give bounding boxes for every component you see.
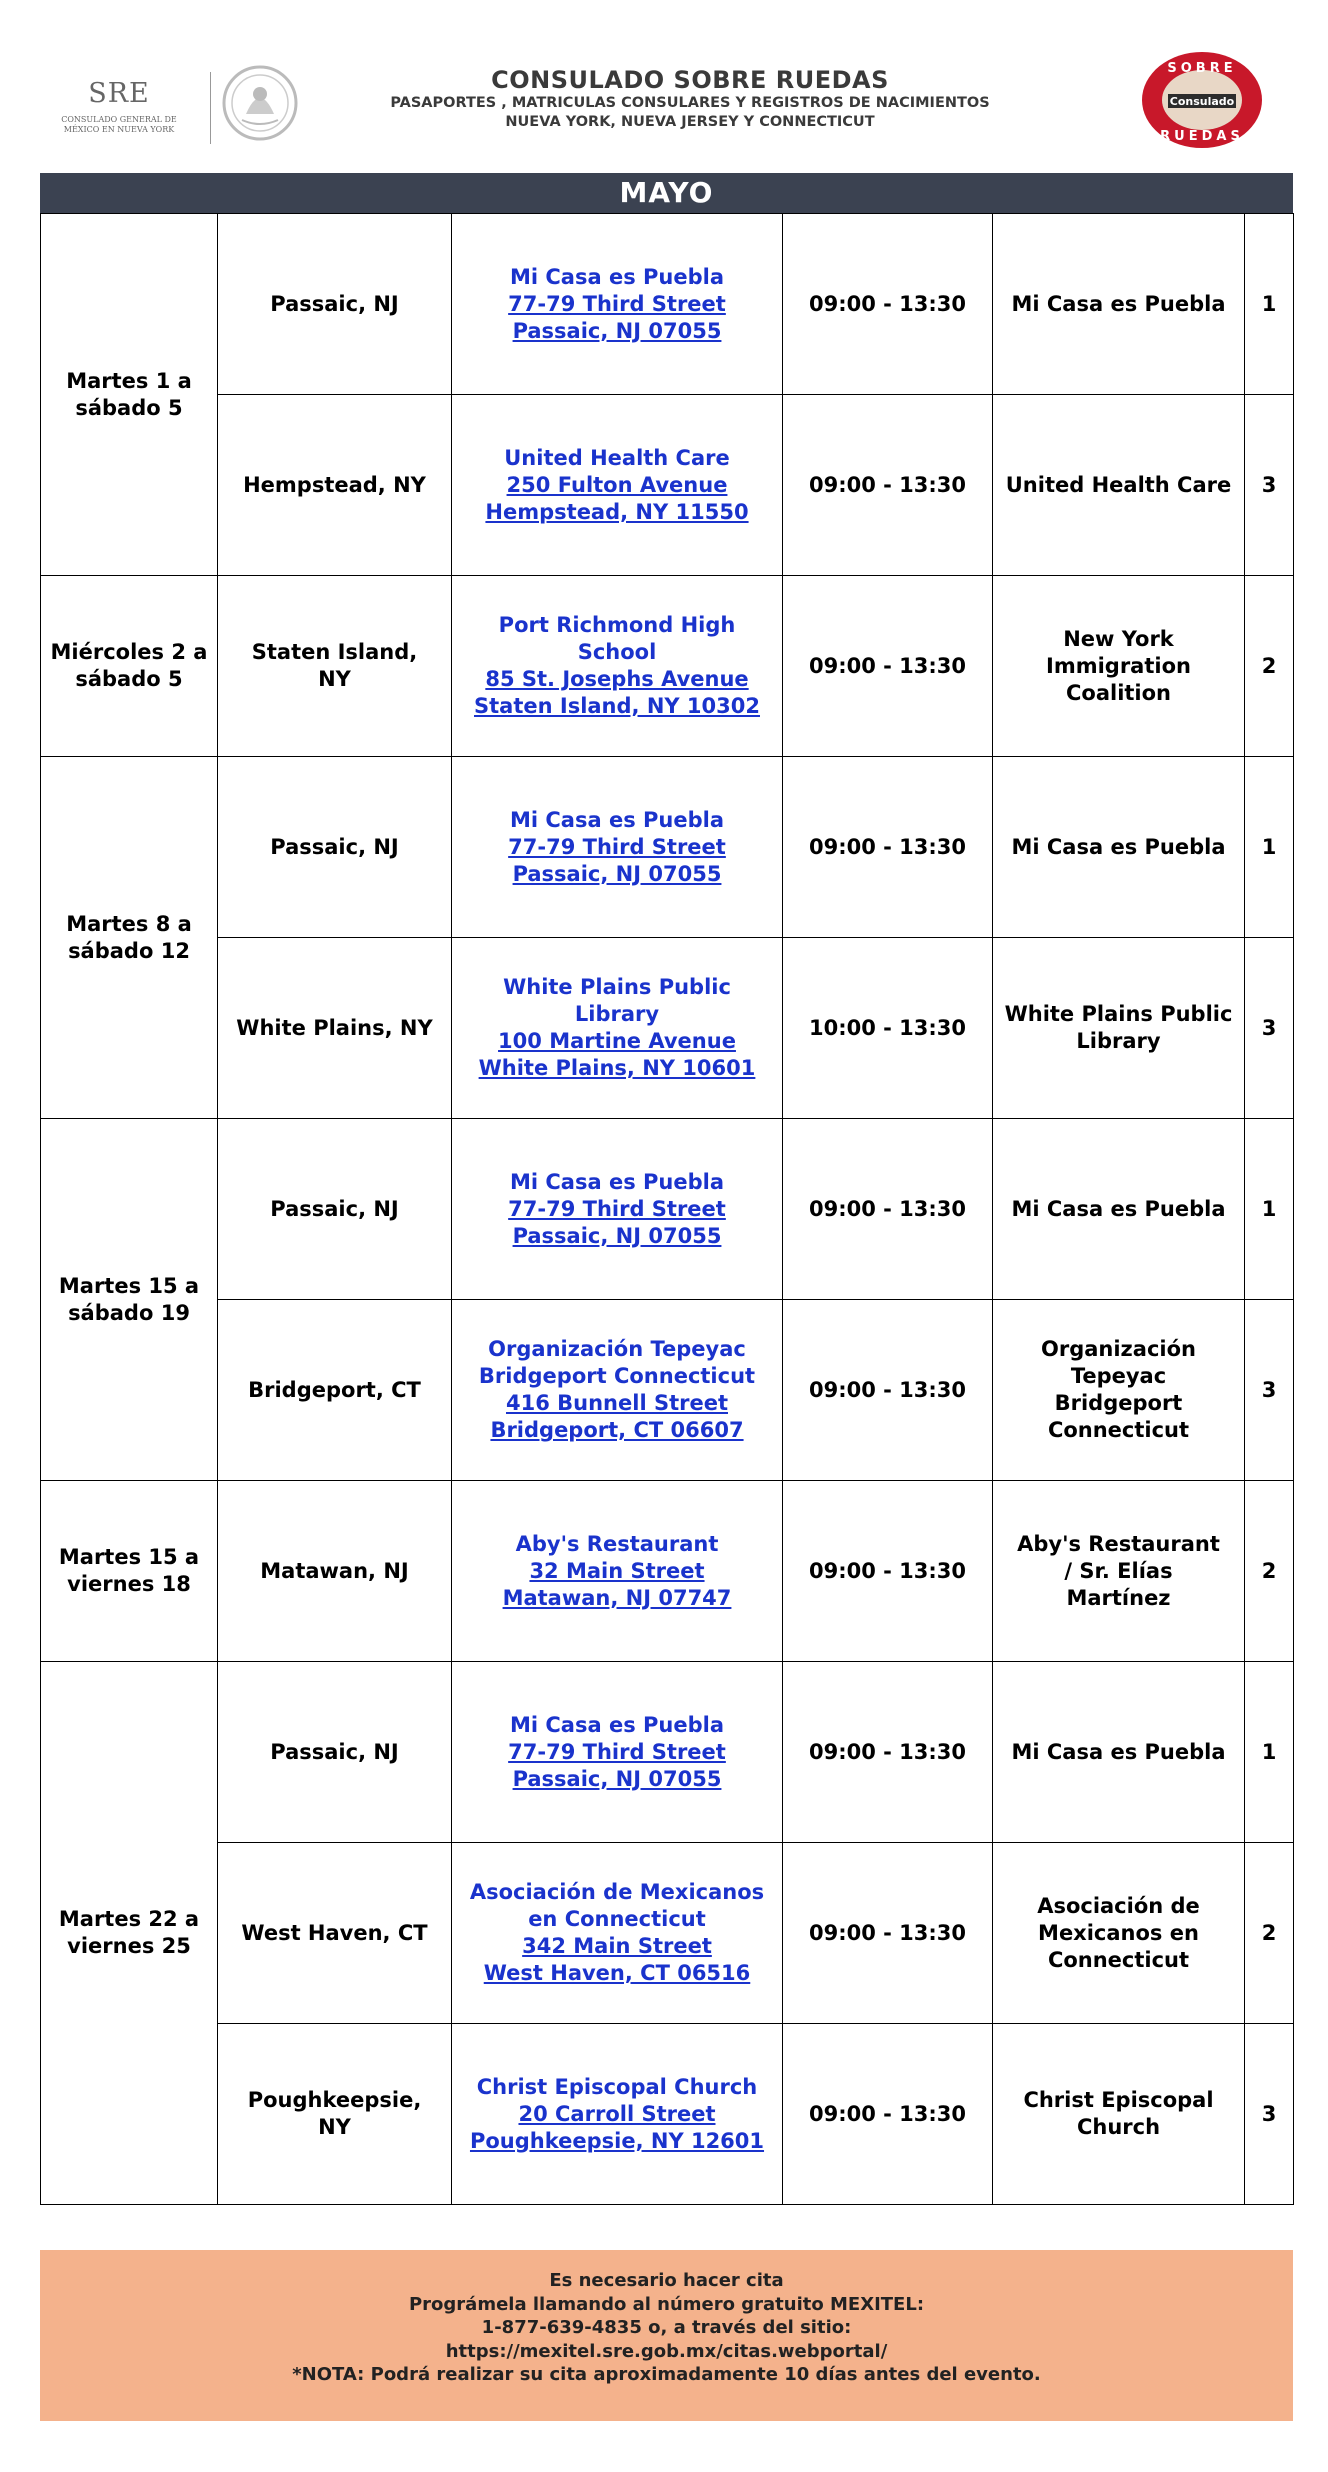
location-address-link[interactable]: West Haven, CT 06516 xyxy=(483,1961,751,1985)
location-address-link[interactable]: 20 Carroll Street xyxy=(518,2101,716,2126)
location-address-link[interactable]: 77-79 Third Street xyxy=(508,1739,726,1764)
footer-notice xyxy=(40,2250,1293,2421)
host-cell xyxy=(993,1481,1245,1662)
number-cell: 3 xyxy=(1245,395,1294,576)
city-cell xyxy=(218,214,452,395)
host-cell xyxy=(993,1843,1245,2024)
location-address-link[interactable]: Matawan, NJ 07747 xyxy=(502,1585,732,1610)
location-address-link[interactable]: Bridgeport, CT 06607 xyxy=(490,1418,744,1442)
month-banner: MAYO xyxy=(40,173,1293,213)
location-name[interactable]: Asociación de Mexicanos xyxy=(469,1880,765,1904)
number-cell: 1 xyxy=(1245,214,1294,395)
host-cell-line: Library xyxy=(1076,1029,1161,1053)
city-cell-line: NY xyxy=(318,667,351,691)
host-cell-line: Mi Casa es Puebla xyxy=(1011,1196,1226,1221)
date-range-cell-line: viernes 25 xyxy=(67,1934,191,1958)
badge-mid-text: Consulado xyxy=(1169,95,1235,108)
host-cell-line: United Health Care xyxy=(1005,472,1232,497)
sre-logo-line2: MÉXICO EN NUEVA YORK xyxy=(63,125,175,134)
location-address-link[interactable]: 416 Bunnell Street xyxy=(506,1391,728,1415)
location-address-link[interactable]: 77-79 Third Street xyxy=(508,834,726,859)
time-cell: 09:00 - 13:30 xyxy=(783,1662,993,1843)
date-range-cell-line: Martes 1 a xyxy=(66,368,192,393)
table-row xyxy=(41,1481,1294,1662)
host-cell-line: Mexicanos en xyxy=(1038,1920,1199,1945)
location-address-link[interactable]: 342 Main Street xyxy=(522,1934,712,1958)
location-address-link[interactable]: Hempstead, NY 11550 xyxy=(485,499,749,524)
host-cell xyxy=(993,1119,1245,1300)
city-cell xyxy=(218,576,452,757)
city-cell-line: Staten Island, xyxy=(251,640,418,664)
number-cell: 2 xyxy=(1245,1481,1294,1662)
host-cell-line: Asociación de xyxy=(1037,1893,1200,1918)
location-cell[interactable] xyxy=(452,395,783,576)
location-name[interactable]: Organización Tepeyac xyxy=(488,1337,746,1361)
number-cell: 2 xyxy=(1245,576,1294,757)
location-address-link[interactable]: Passaic, NJ 07055 xyxy=(512,318,722,343)
date-range-cell-line: viernes 18 xyxy=(67,1572,191,1596)
location-cell[interactable] xyxy=(452,757,783,938)
table-row xyxy=(41,576,1294,757)
date-range-cell xyxy=(41,1481,218,1662)
city-cell-line: NY xyxy=(318,2115,351,2139)
table-row xyxy=(41,938,1294,1119)
number-cell: 1 xyxy=(1245,757,1294,938)
city-cell xyxy=(218,1300,452,1481)
location-name[interactable]: Bridgeport Connecticut xyxy=(478,1364,756,1388)
date-range-cell-line: Martes 22 a xyxy=(58,1907,200,1931)
host-cell-line: Organización xyxy=(1041,1337,1196,1361)
city-cell xyxy=(218,395,452,576)
date-range-cell-line: sábado 12 xyxy=(68,938,190,963)
location-address-link[interactable]: 100 Martine Avenue xyxy=(498,1029,736,1053)
location-cell[interactable] xyxy=(452,1300,783,1481)
table-row xyxy=(41,757,1294,938)
location-address-link[interactable]: Passaic, NJ 07055 xyxy=(512,1766,722,1791)
time-cell: 09:00 - 13:30 xyxy=(783,1843,993,2024)
host-cell-line: Mi Casa es Puebla xyxy=(1011,291,1226,316)
time-cell: 09:00 - 13:30 xyxy=(783,1300,993,1481)
location-name[interactable]: White Plains Public xyxy=(503,975,731,999)
location-name[interactable]: Mi Casa es Puebla xyxy=(509,1712,724,1737)
sre-logo-text: SRE xyxy=(88,78,150,109)
page-subtitle-1: PASAPORTES , MATRICULAS CONSULARES Y REGISTROS DE NACIMIENTOS xyxy=(390,95,990,111)
city-cell-line: Matawan, NJ xyxy=(260,1558,409,1583)
host-cell-line: Bridgeport xyxy=(1054,1391,1183,1415)
date-range-cell xyxy=(41,214,218,576)
location-cell[interactable] xyxy=(452,1662,783,1843)
host-cell-line: Connecticut xyxy=(1047,1418,1190,1442)
location-name[interactable]: Mi Casa es Puebla xyxy=(509,1169,724,1194)
location-cell[interactable] xyxy=(452,1843,783,2024)
host-cell xyxy=(993,757,1245,938)
location-name[interactable]: Port Richmond High xyxy=(498,613,736,637)
table-row xyxy=(41,1119,1294,1300)
host-cell-line: Coalition xyxy=(1065,680,1172,705)
host-cell-line: Connecticut xyxy=(1047,1947,1190,1972)
table-row xyxy=(41,2024,1294,2205)
date-range-cell-line: Martes 15 a xyxy=(58,1273,200,1298)
city-cell-line: Bridgeport, CT xyxy=(248,1377,421,1402)
schedule-table xyxy=(40,213,1294,2205)
footer-notice-text xyxy=(40,2250,1293,2387)
host-cell xyxy=(993,214,1245,395)
location-name[interactable]: United Health Care xyxy=(504,445,730,470)
table-row xyxy=(41,214,1294,395)
location-address-link[interactable]: 32 Main Street xyxy=(529,1558,705,1583)
host-cell-line: Mi Casa es Puebla xyxy=(1011,834,1226,859)
footer-line: Es necesario hacer cita xyxy=(549,2270,784,2291)
date-range-cell-line: Martes 8 a xyxy=(66,911,192,936)
host-cell xyxy=(993,576,1245,757)
table-row xyxy=(41,1662,1294,1843)
date-range-cell-line: Martes 15 a xyxy=(58,1545,200,1569)
time-cell: 09:00 - 13:30 xyxy=(783,2024,993,2205)
time-cell: 09:00 - 13:30 xyxy=(783,214,993,395)
header-title-block xyxy=(320,66,1060,132)
city-cell-line: Hempstead, NY xyxy=(243,472,426,497)
host-cell xyxy=(993,938,1245,1119)
number-cell: 3 xyxy=(1245,938,1294,1119)
schedule-table-body xyxy=(41,214,1294,2205)
badge-top-text: SOBRE xyxy=(1167,61,1237,76)
number-cell: 2 xyxy=(1245,1843,1294,2024)
footer-line: Prográmela llamando al número gratuito MEXITEL: xyxy=(408,2293,925,2315)
city-cell-line: Passaic, NJ xyxy=(270,1196,399,1221)
location-address-link[interactable]: White Plains, NY 10601 xyxy=(478,1056,756,1080)
city-cell xyxy=(218,1119,452,1300)
city-cell-line: Passaic, NJ xyxy=(270,834,399,859)
host-cell xyxy=(993,1300,1245,1481)
host-cell-line: Aby's Restaurant xyxy=(1017,1531,1220,1556)
number-cell: 3 xyxy=(1245,2024,1294,2205)
date-range-cell-line: sábado 5 xyxy=(75,667,183,691)
time-cell: 09:00 - 13:30 xyxy=(783,1481,993,1662)
host-cell-line: Martínez xyxy=(1066,1585,1171,1610)
location-address-link[interactable]: Passaic, NJ 07055 xyxy=(512,861,722,886)
host-cell-line: New York xyxy=(1063,626,1174,651)
time-cell: 09:00 - 13:30 xyxy=(783,1119,993,1300)
city-cell-line: Passaic, NJ xyxy=(270,291,399,316)
page-title: CONSULADO SOBRE RUEDAS xyxy=(491,66,889,94)
location-name[interactable]: Mi Casa es Puebla xyxy=(509,264,724,289)
date-range-cell-line: Miércoles 2 a xyxy=(50,640,208,664)
date-range-cell xyxy=(41,576,218,757)
city-cell-line: West Haven, CT xyxy=(241,1920,428,1945)
location-cell[interactable] xyxy=(452,214,783,395)
location-cell[interactable] xyxy=(452,1119,783,1300)
host-cell-line: Mi Casa es Puebla xyxy=(1011,1739,1226,1764)
location-address-link[interactable]: Poughkeepsie, NY 12601 xyxy=(469,2128,765,2153)
host-cell-line: White Plains Public xyxy=(1004,1002,1233,1026)
location-address-link[interactable]: 250 Fulton Avenue xyxy=(506,472,728,497)
header-divider xyxy=(210,72,211,144)
city-cell xyxy=(218,1843,452,2024)
city-cell-line: Poughkeepsie, xyxy=(247,2088,422,2112)
host-cell-line: Tepeyac xyxy=(1070,1364,1167,1388)
date-range-cell xyxy=(41,1119,218,1481)
host-cell xyxy=(993,395,1245,576)
sre-logo xyxy=(54,78,184,148)
badge-bottom-text: RUEDAS xyxy=(1160,129,1244,144)
city-cell xyxy=(218,1662,452,1843)
footer-line[interactable]: https://mexitel.sre.gob.mx/citas.webportal/ xyxy=(445,2340,888,2362)
host-cell-line: Immigration xyxy=(1046,653,1191,678)
table-row xyxy=(41,395,1294,576)
date-range-cell-line: sábado 5 xyxy=(75,395,183,420)
page-subtitle-2: NUEVA YORK, NUEVA JERSEY Y CONNECTICUT xyxy=(505,114,875,130)
date-range-cell xyxy=(41,1662,218,2205)
host-cell-line: Church xyxy=(1076,2115,1161,2139)
footer-line: *NOTA: Podrá realizar su cita aproximadamente 10 días antes del evento. xyxy=(292,2364,1041,2385)
time-cell: 10:00 - 13:30 xyxy=(783,938,993,1119)
time-cell: 09:00 - 13:30 xyxy=(783,757,993,938)
location-name[interactable]: en Connecticut xyxy=(528,1907,706,1931)
location-name[interactable]: Library xyxy=(574,1002,660,1026)
date-range-cell-line: sábado 19 xyxy=(68,1300,190,1325)
location-name[interactable]: Aby's Restaurant xyxy=(515,1531,719,1556)
time-cell: 09:00 - 13:30 xyxy=(783,395,993,576)
number-cell: 3 xyxy=(1245,1300,1294,1481)
consulado-sobre-ruedas-badge xyxy=(1138,50,1266,150)
city-cell xyxy=(218,938,452,1119)
table-row xyxy=(41,1843,1294,2024)
sre-logo-line1: CONSULADO GENERAL DE xyxy=(61,115,177,124)
location-address-link[interactable]: 77-79 Third Street xyxy=(508,1196,726,1221)
time-cell: 09:00 - 13:30 xyxy=(783,576,993,757)
location-cell[interactable] xyxy=(452,576,783,757)
host-cell-line: Christ Episcopal xyxy=(1023,2088,1214,2112)
location-address-link[interactable]: 77-79 Third Street xyxy=(508,291,726,316)
host-cell xyxy=(993,2024,1245,2205)
location-cell[interactable] xyxy=(452,2024,783,2205)
location-address-link[interactable]: Passaic, NJ 07055 xyxy=(512,1223,722,1248)
location-name[interactable]: Mi Casa es Puebla xyxy=(509,807,724,832)
host-cell xyxy=(993,1662,1245,1843)
city-cell-line: White Plains, NY xyxy=(236,1015,433,1040)
date-range-cell xyxy=(41,757,218,1119)
city-cell xyxy=(218,2024,452,2205)
table-row xyxy=(41,1300,1294,1481)
location-name[interactable]: Christ Episcopal Church xyxy=(476,2074,758,2099)
location-cell[interactable] xyxy=(452,938,783,1119)
location-address-link[interactable]: 85 St. Josephs Avenue xyxy=(485,667,749,691)
mexico-seal-icon xyxy=(220,62,300,144)
city-cell xyxy=(218,1481,452,1662)
host-cell-line: / Sr. Elías xyxy=(1064,1558,1173,1583)
city-cell xyxy=(218,757,452,938)
location-name[interactable]: School xyxy=(577,640,657,664)
city-cell-line: Passaic, NJ xyxy=(270,1739,399,1764)
location-address-link[interactable]: Staten Island, NY 10302 xyxy=(474,694,760,718)
number-cell: 1 xyxy=(1245,1662,1294,1843)
location-cell[interactable] xyxy=(452,1481,783,1662)
number-cell: 1 xyxy=(1245,1119,1294,1300)
footer-line: 1-877-639-4835 o, a través del sitio: xyxy=(481,2317,852,2338)
page-header xyxy=(0,0,1328,165)
